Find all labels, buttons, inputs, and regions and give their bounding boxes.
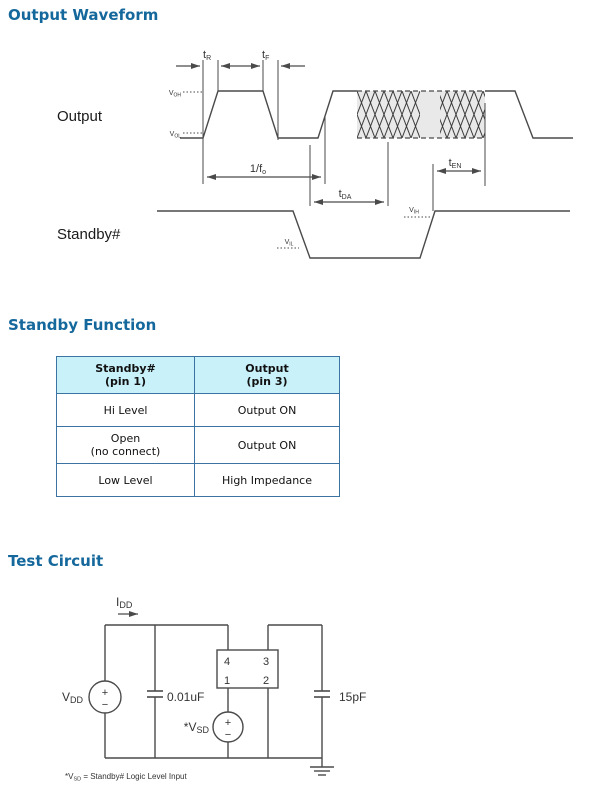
cell-output-state: Output ON — [195, 394, 340, 427]
label-idd: IDD — [116, 595, 133, 610]
circuit-wires — [105, 625, 322, 767]
table-header-standby: Standby# (pin 1) — [57, 357, 195, 394]
section-title-test-circuit: Test Circuit — [8, 552, 104, 570]
cell-standby-state: Open (no connect) — [57, 427, 195, 464]
label-voh: $V_{OH}$ — [168, 90, 181, 99]
label-tf: tF — [262, 49, 270, 62]
label-tr: tR — [203, 49, 212, 62]
cell-output-state: High Impedance — [195, 464, 340, 497]
section-title-output-waveform: Output Waveform — [8, 6, 159, 24]
vsd-plus: + — [224, 717, 232, 729]
vdd-source-symbol — [89, 681, 121, 713]
section-title-standby-function: Standby Function — [8, 316, 157, 334]
standby-function-table — [56, 356, 340, 497]
label-vih: $V_{IH}$ — [409, 207, 419, 216]
standby-waveform-trace — [157, 211, 570, 258]
table-header-output: Output (pin 3) — [195, 357, 340, 394]
output-undefined-region — [357, 91, 485, 138]
footnote-vsd: *VSD = Standby# Logic Level Input — [65, 772, 187, 783]
ground-symbol — [310, 767, 334, 775]
test-circuit-diagram — [0, 585, 602, 801]
label-bypass-cap: 0.01uF — [167, 690, 205, 704]
label-1fo: 1/fo — [249, 163, 267, 176]
output-waveform-trace — [180, 91, 357, 138]
vsd-source-symbol — [213, 712, 243, 742]
ic-pin-2: 2 — [262, 675, 270, 687]
load-capacitor-symbol — [314, 691, 330, 697]
table-row — [57, 427, 340, 464]
cell-output-state: Output ON — [195, 427, 340, 464]
table-row — [57, 464, 340, 497]
dut-ic-box — [217, 650, 278, 688]
vdd-plus: + — [101, 687, 109, 699]
vsd-minus: − — [224, 729, 232, 741]
label-vol: $V_{OL}$ — [169, 131, 181, 140]
output-waveform-trace-right — [485, 91, 573, 138]
label-vdd: VDD — [62, 690, 84, 705]
signal-name-output: Output — [57, 108, 103, 125]
cell-standby-state: Hi Level — [57, 394, 195, 427]
label-vsd: *VSD — [183, 720, 209, 735]
label-tda: tDA — [338, 188, 352, 201]
vdd-minus: − — [101, 699, 109, 711]
ic-pin-1: 1 — [223, 675, 231, 687]
output-waveform-diagram — [0, 40, 602, 290]
bypass-capacitor-symbol — [147, 691, 163, 697]
label-ten: tEN — [448, 157, 462, 170]
label-vil: $V_{IL}$ — [284, 239, 294, 248]
cell-standby-state: Low Level — [57, 464, 195, 497]
ic-pin-4: 4 — [223, 656, 231, 668]
ic-pin-3: 3 — [262, 656, 270, 668]
table-row — [57, 394, 340, 427]
signal-name-standby: Standby# — [57, 226, 121, 243]
label-load-cap: 15pF — [339, 690, 367, 704]
